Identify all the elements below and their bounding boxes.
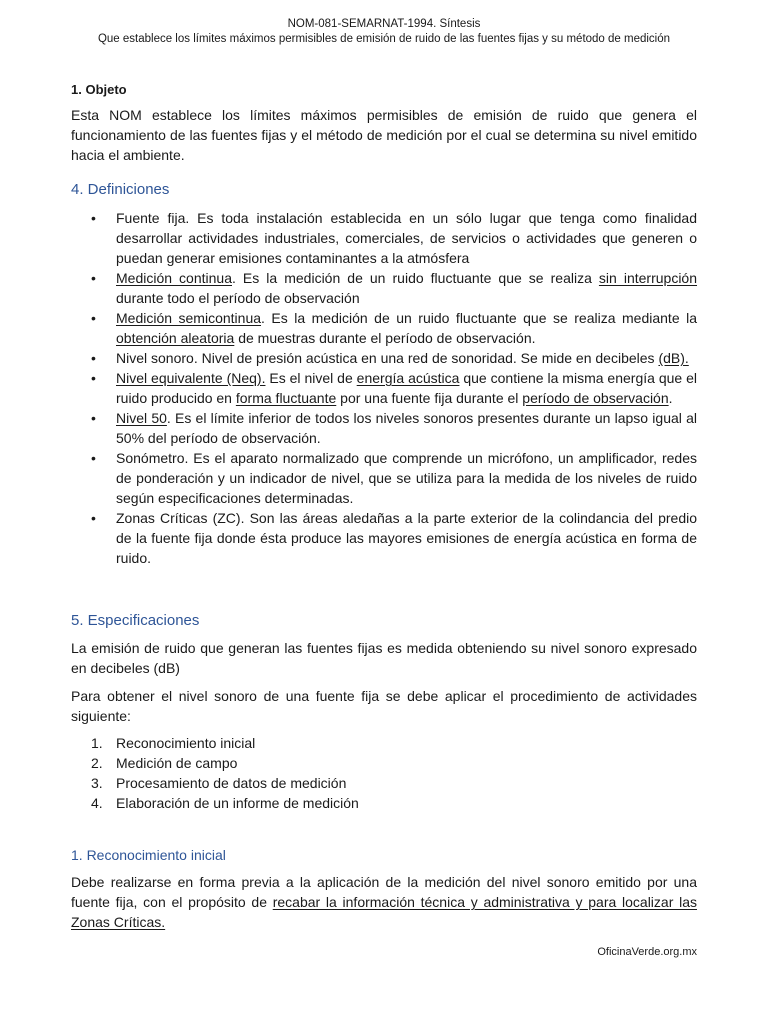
list-item: 4. Elaboración de un informe de medición — [91, 795, 359, 811]
document-page — [71, 0, 698, 958]
procedure-steps-list — [71, 733, 697, 813]
list-item: • Nivel sonoro. Nivel de presión acústica en una red de sonoridad. Se mide en decibeles (dB). — [91, 350, 689, 366]
especificaciones-paragraph-2: Para obtener el nivel sonoro de una fuente fija se debe aplicar el procedimiento de actividades siguiente: — [71, 688, 697, 724]
reconocimiento-body: Debe realizarse en forma previa a la aplicación de la medición del nivel sonoro emitido por una fuente fija, con el propósito de recabar la información técnica y administrativa y para localizar las Zonas Críticas. — [71, 874, 697, 930]
section-objeto-body: Esta NOM establece los límites máximos permisibles de emisión de ruido que genera el funcionamiento de las fuentes fijas y el método de medición por el cual se determina su nivel emitido hacia el ambiente. — [71, 107, 697, 163]
especificaciones-paragraph-1: La emisión de ruido que generan las fuentes fijas es medida obteniendo su nivel sonoro expresado en decibeles (dB) — [71, 640, 697, 676]
list-item: • Sonómetro. Es el aparato normalizado que comprende un micrófono, un amplificador, redes de ponderación y un indicador de nivel, que se utiliza para la medida de los niveles de ruido según especificaciones determinadas. — [91, 450, 697, 506]
section-definiciones-title: 4. Definiciones — [71, 181, 170, 198]
list-item: 1. Reconocimiento inicial — [91, 735, 256, 751]
header-subtitle: Que establece los límites máximos permisibles de emisión de ruido de las fuentes fijas y su método de medición — [97, 33, 671, 45]
list-item: • Nivel equivalente (Neq). Es el nivel de energía acústica que contiene la misma energía que el ruido producido en forma fluctuante por una fuente fija durante el período de observación. — [91, 370, 698, 406]
list-item: • Medición continua. Es la medición de un ruido fluctuante que se realiza sin interrupción durante todo el período de observación — [91, 270, 698, 306]
list-item: • Zonas Críticas (ZC). Son las áreas aledañas a la parte exterior de la colindancia del predio de la fuente fija donde ésta produce las mayores emisiones de energía acústica en forma de ruido. — [91, 510, 697, 566]
section-objeto-title: 1. Objeto — [71, 82, 127, 97]
footer-site-label: OficinaVerde.org.mx — [597, 946, 697, 958]
list-item: 2. Medición de campo — [91, 755, 238, 771]
document-header — [71, 17, 697, 47]
list-item: • Medición semicontinua. Es la medición de un ruido fluctuante que se realiza mediante la obtención aleatoria de muestras durante el período de observación. — [91, 310, 698, 346]
subsection-reconocimiento-title: 1. Reconocimiento inicial — [71, 847, 226, 863]
header-title: NOM-081-SEMARNAT-1994. Síntesis — [287, 18, 481, 30]
list-item: • Fuente fija. Es toda instalación establecida en un sólo lugar que tenga como finalidad desarrollar actividades industriales, comerciales, de servicios o actividades que generen o puedan generar emisiones contaminantes a la atmósfera — [91, 210, 697, 266]
section-especificaciones-title: 5. Especificaciones — [71, 612, 200, 629]
list-item: 3. Procesamiento de datos de medición — [91, 775, 347, 791]
definitions-list — [71, 208, 697, 568]
list-item: • Nivel 50. Es el límite inferior de todos los niveles sonoros presentes durante un lapso igual al 50% del período de observación. — [91, 410, 697, 446]
